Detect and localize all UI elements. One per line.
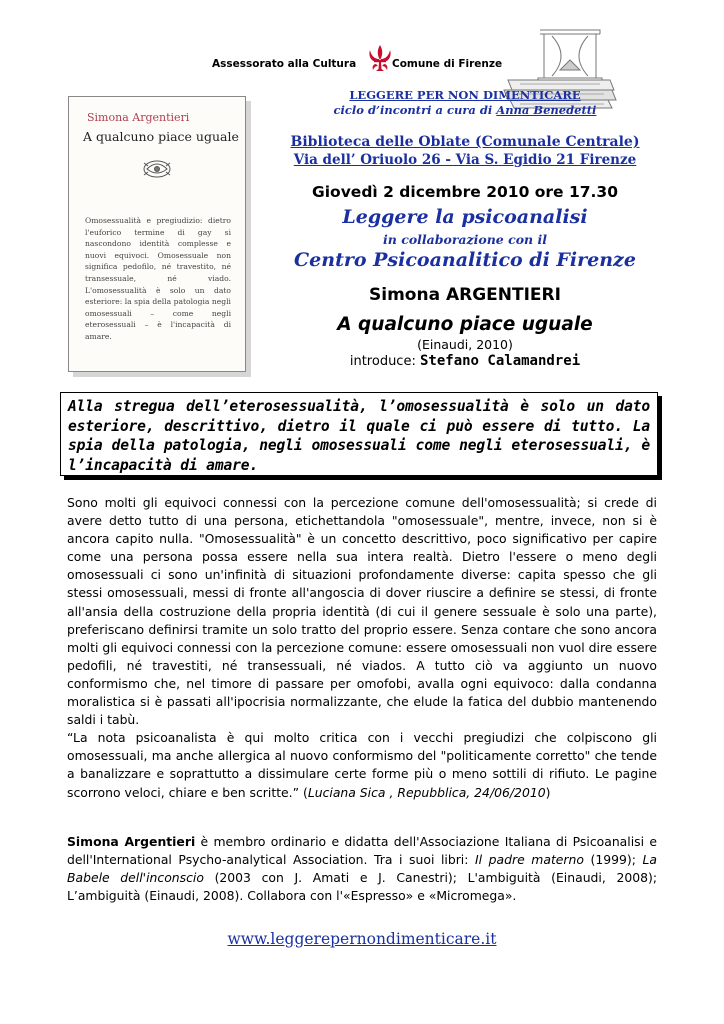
body-text [67, 494, 657, 802]
cover-author: Simona Argentieri [87, 111, 190, 124]
event-speaker: Simona ARGENTIERI [369, 285, 561, 305]
event-partner: Centro Psicoanalitico di Firenze [294, 249, 636, 271]
cover-blurb: Omosessualità e pregiudizio: dietro l'euforico termine di gay si nascondono identità complesse e nuovi equivoci. Omosessuale non significa pedofilo, né travestito, né transessuale, né viado. L'omosessualità è solo un dato esteriore: la spia della patologia negli omosessuali – come negli eterosessuali – è l'incapacità di amare. [85, 216, 231, 341]
book-cover [68, 96, 246, 372]
review-end: ) [545, 784, 551, 800]
series-subtitle-prefix: ciclo d’incontri a cura di [333, 103, 497, 117]
quote-text: Alla stregua dell’eterosessualità, l’omosessualità è solo un dato esteriore, descrittivo, dietro il quale ci può essere di tutto. La spia della patologia, negli omosessuali come negli eterosessuali, è l’incapacità di amare. [68, 398, 650, 474]
body-paragraph-1: Sono molti gli equivoci connessi con la percezione comune dell'omosessualità; si crede di avere detto tutto di una persona, etichettandola "omosessuale", mentre, invece, non si è ancora capito nulla. "Omosessualità" è un concetto descrittivo, poco significativo per capire come una persona possa essere nella sua intera realtà. Dietro l'essere o meno degli omosessuali ci sono un'infinità di situazioni profondamente diverse: capita spesso che gli stessi omosessuali, messi di fronte all'angoscia di dover riuscire a definire se stessi, di fronte all'ansia della costruzione della propria identità (di cui il genere sessuale è solo una parte), preferiscano definirsi tramite un solo tratto del proprio essere. Senza contare che sono ancora molti gli equivoci connessi con la percezione comune: essere omosessuali non vuol dire essere pedofili, né travestiti, né transessuali, né viados. A tutto ciò va aggiunto un nuovo conformismo che, nel timore di passare per omofobi, avalla ogni equivoco: dalla condanna moralistica si è passati all'ipocrisia normalizzante, che elude la fatica del dubbio mantenendo saldi i tabù. [67, 495, 657, 728]
introducer-name: Stefano Calamandrei [419, 353, 581, 369]
quote-box [60, 392, 658, 476]
review-source: Luciana Sica , Repubblica, 24/06/2010 [307, 784, 546, 800]
header-municipality: Comune di Firenze [392, 58, 503, 70]
header-department: Assessorato alla Cultura [212, 58, 357, 70]
introducer-label: introduce: [349, 354, 420, 369]
author-bio-book-1: Il padre materno [475, 852, 584, 868]
author-bio-book-2: La Babele dell'inconscio [67, 852, 657, 886]
event-publisher: (Einaudi, 2010) [417, 337, 513, 352]
cover-title: A qualcuno piace uguale [83, 129, 239, 144]
body-paragraph-2 [67, 729, 657, 801]
series-title: LEGGERE PER NON DIMENTICARE [349, 88, 581, 102]
author-bio [67, 833, 657, 905]
author-bio-text-2: (1999); [583, 852, 643, 868]
event-book-title: A qualcuno piace uguale [337, 314, 593, 335]
event-title: Leggere la psicoanalisi [342, 206, 588, 228]
series-curator: Anna Benedetti [496, 103, 597, 117]
publisher-emblem-icon [139, 157, 175, 179]
author-bio-text-3: (2003 con J. Amati e J. Canestri); L'ambiguità (Einaudi, 2008); L’ambiguità (Einaudi, 2008). Collabora con l'«Espresso» e «Micromega». [67, 870, 657, 904]
event-date: Giovedì 2 dicembre 2010 ore 17.30 [312, 183, 618, 201]
florence-lily-icon [368, 44, 392, 72]
review-quote: “La nota psicoanalista è qui molto critica con i vecchi pregiudizi che colpiscono gli omosessuali, ma anche allergica al nuovo conformismo del "politicamente corretto" che tende a banalizzare e soprattutto a dissimulare certe forme più o meno sottili di rifiuto. Le pagine scorrono veloci, chiare e ben scritte.” ( [67, 730, 657, 800]
website-link[interactable]: www.leggerepernondimenticare.it [227, 930, 497, 948]
series-subtitle [290, 103, 640, 117]
author-bio-name: Simona Argentieri [67, 834, 196, 849]
event-introducer [280, 353, 650, 369]
venue-address: Via dell’ Oriuolo 26 - Via S. Egidio 21 Firenze [293, 152, 637, 168]
event-collaboration: in collaborazione con il [383, 232, 547, 247]
author-bio-text-1: è membro ordinario e didatta dell'Associazione Italiana di Psicoanalisi e dell'International Psycho-analytical Association. Tra i suoi libri: [67, 834, 657, 868]
venue-library: Biblioteca delle Oblate (Comunale Centrale) [290, 134, 640, 150]
